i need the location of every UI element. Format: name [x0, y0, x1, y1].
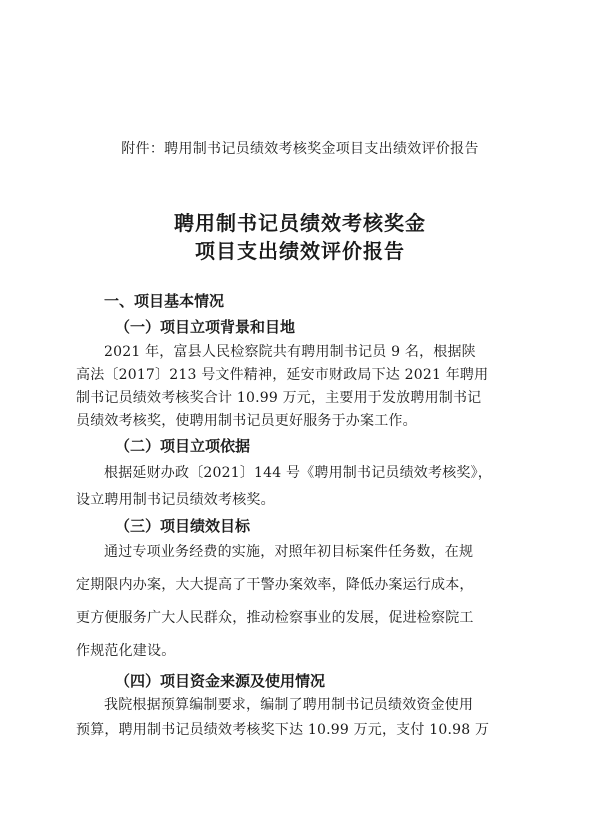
annex-line: 附件：聘用制书记员绩效考核奖金项目支出绩效评价报告 [121, 141, 479, 157]
paragraph-line: 通过专项业务经费的实施，对照年初目标案件任务数，在规 [104, 544, 474, 560]
paragraph-line: 设立聘用制书记员绩效考核奖。 [76, 492, 275, 508]
subsection-heading-2: （二）项目立项依据 [115, 437, 251, 455]
report-title-line-2: 项目支出绩效评价报告 [195, 239, 405, 263]
report-title-line-1: 聘用制书记员绩效考核奖金 [174, 211, 426, 235]
subsection-heading-3: （三）项目绩效目标 [115, 517, 251, 535]
section-heading: 一、项目基本情况 [104, 292, 225, 310]
paragraph-line: 作规范化建设。 [76, 643, 176, 659]
subsection-heading-4: （四）项目资金来源及使用情况 [115, 672, 326, 690]
paragraph-line: 定期限内办案，大大提高了干警办案效率，降低办案运行成本， [76, 577, 474, 593]
paragraph-line: 2021 年，富县人民检察院共有聘用制书记员 9 名，根据陕 [104, 344, 476, 360]
paragraph-line: 根据延财办政〔2021〕144 号《聘用制书记员绩效考核奖》， [104, 465, 492, 481]
paragraph-line: 预算，聘用制书记员绩效考核奖下达 10.99 万元，支付 10.98 万 [76, 722, 490, 738]
paragraph-line: 更方便服务广大人民群众，推动检察事业的发展，促进检察院工 [76, 610, 474, 626]
paragraph-line: 员绩效考核奖，使聘用制书记员更好服务于办案工作。 [76, 413, 417, 429]
paragraph-line: 高法〔2017〕213 号文件精神，延安市财政局下达 2021 年聘用 [76, 367, 489, 383]
subsection-heading-1: （一）项目立项背景和目地 [115, 318, 296, 336]
paragraph-line: 我院根据预算编制要求，编制了聘用制书记员绩效资金使用 [104, 697, 474, 713]
paragraph-line: 制书记员绩效考核奖合计 10.99 万元，主要用于发放聘用制书记 [76, 390, 482, 406]
